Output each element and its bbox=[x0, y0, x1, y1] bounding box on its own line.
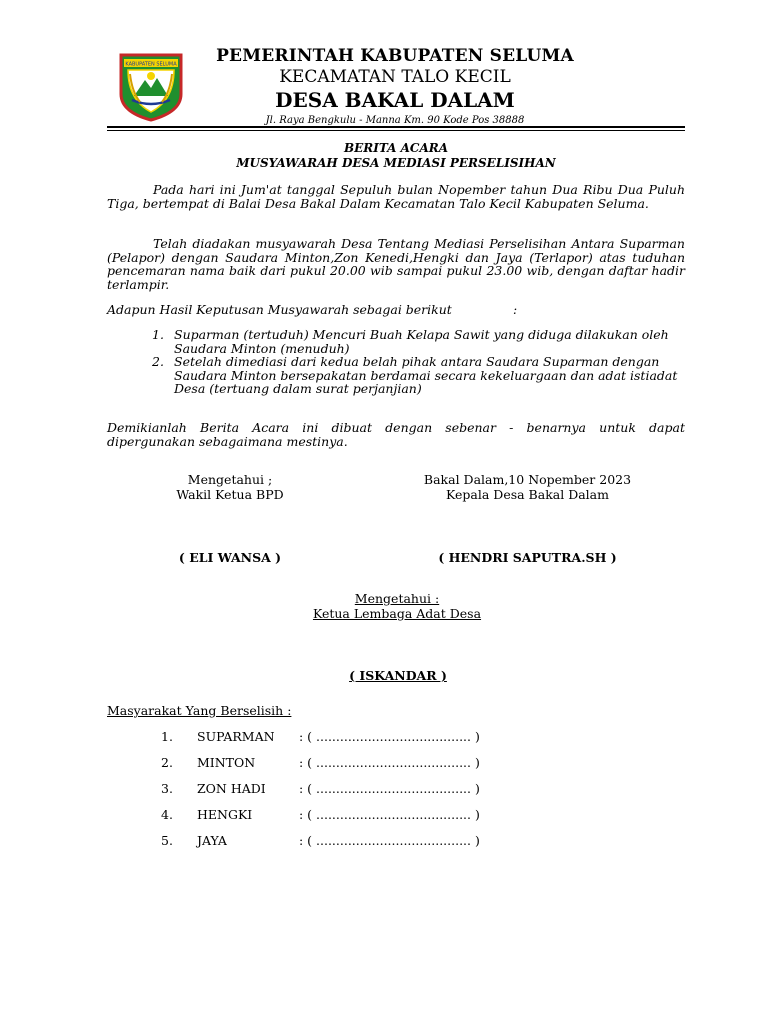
table-row bbox=[107, 755, 607, 773]
list-item-number: 2. bbox=[152, 354, 164, 369]
left-label-2: Wakil Ketua BPD bbox=[176, 487, 284, 502]
list-item bbox=[152, 328, 685, 355]
list-item-text: Suparman (tertuduh) Mencuri Buah Kelapa Sawit yang diduga dilakukan oleh Saudara Minton (menuduh) bbox=[174, 327, 669, 356]
member-name: ZON HADI bbox=[197, 781, 266, 796]
member-name: SUPARMAN bbox=[197, 729, 275, 744]
right-label-2: Kepala Desa Bakal Dalam bbox=[446, 487, 609, 502]
center-label-1: Mengetahui : bbox=[354, 591, 440, 606]
logo-lettering: KABUPATEN SELUMA bbox=[125, 61, 177, 68]
results-intro-colon: : bbox=[513, 302, 518, 317]
member-name: JAYA bbox=[197, 833, 227, 848]
signature-blank: : ( ....................................... ) bbox=[299, 833, 480, 848]
paragraph-results-intro bbox=[107, 303, 685, 317]
results-intro-text: Adapun Hasil Keputusan Musyawarah sebagai berikut bbox=[107, 302, 452, 317]
member-number: 4. bbox=[161, 807, 173, 822]
title-line1: BERITA ACARA bbox=[343, 141, 449, 155]
signature-blank: : ( ....................................... ) bbox=[299, 781, 480, 796]
members-heading: Masyarakat Yang Berselisih : bbox=[107, 703, 292, 718]
paragraph-opening: Pada hari ini Jum'at tanggal Sepuluh bulan Nopember tahun Dua Ribu Dua Puluh Tiga, bertempat di Balai Desa Bakal Dalam Kecamatan Talo Kecil Kabupaten Seluma. bbox=[107, 182, 685, 211]
member-number: 5. bbox=[161, 833, 173, 848]
member-name: HENGKI bbox=[197, 807, 253, 822]
signature-blank: : ( ....................................... ) bbox=[299, 807, 480, 822]
table-row bbox=[107, 781, 607, 799]
letterhead-line2: KECAMATAN TALO KECIL bbox=[279, 67, 511, 87]
member-number: 3. bbox=[161, 781, 173, 796]
header-rule-thin bbox=[107, 130, 685, 131]
kabupaten-seluma-logo bbox=[118, 52, 184, 122]
signature-blank: : ( ....................................... ) bbox=[299, 755, 480, 770]
signature-block-right bbox=[400, 472, 655, 502]
signer-name-right: ( HENDRI SAPUTRA.SH ) bbox=[438, 550, 617, 565]
signer-name-center: ( ISKANDAR ) bbox=[349, 668, 447, 683]
right-label-1: Bakal Dalam,10 Nopember 2023 bbox=[423, 472, 632, 487]
letterhead bbox=[190, 46, 600, 128]
left-label-1: Mengetahui ; bbox=[187, 472, 273, 487]
signer-name-left: ( ELI WANSA ) bbox=[178, 550, 282, 565]
member-number: 1. bbox=[161, 729, 173, 744]
member-number: 2. bbox=[161, 755, 173, 770]
paragraph-meeting: Telah diadakan musyawarah Desa Tentang Mediasi Perselisihan Antara Suparman (Pelapor) dengan Saudara Minton,Zon Kenedi,Hengki dan Jaya (Terlapor) atas tuduhan pencemaran nama baik dari pukul 20.00 wib sampai pukul 23.00 wib, dengan daftar hadir terlampir. bbox=[107, 236, 685, 292]
signature-block-center bbox=[268, 591, 526, 621]
letterhead-line1: PEMERINTAH KABUPATEN SELUMA bbox=[216, 46, 574, 66]
member-name: MINTON bbox=[197, 755, 256, 770]
paragraph-closing: Demikianlah Berita Acara ini dibuat dengan sebenar - benarnya untuk dapat dipergunakan sebagaimana mestinya. bbox=[107, 420, 685, 449]
table-row bbox=[107, 729, 607, 747]
list-item-text: Setelah dimediasi dari kedua belah pihak antara Saudara Suparman dengan Saudara Minton bersepakatan berdamai secara kekeluargaan dan adat istiadat Desa (tertuang dalam surat perjanjian) bbox=[174, 354, 678, 396]
table-row bbox=[107, 807, 607, 825]
results-list bbox=[152, 328, 685, 396]
header-rule-thick bbox=[107, 126, 685, 128]
list-item bbox=[152, 355, 685, 396]
letterhead-line3: DESA BAKAL DALAM bbox=[275, 88, 515, 112]
letterhead-address: Jl. Raya Bengkulu - Manna Km. 90 Kode Pos 38888 bbox=[265, 115, 525, 126]
document-title bbox=[107, 141, 685, 171]
center-label-2: Ketua Lembaga Adat Desa bbox=[312, 606, 482, 621]
table-row bbox=[107, 833, 607, 851]
signature-block-left bbox=[130, 472, 330, 502]
title-line2: MUSYAWARAH DESA MEDIASI PERSELISIHAN bbox=[236, 156, 556, 170]
list-item-number: 1. bbox=[152, 327, 164, 342]
signature-blank: : ( ....................................... ) bbox=[299, 729, 480, 744]
